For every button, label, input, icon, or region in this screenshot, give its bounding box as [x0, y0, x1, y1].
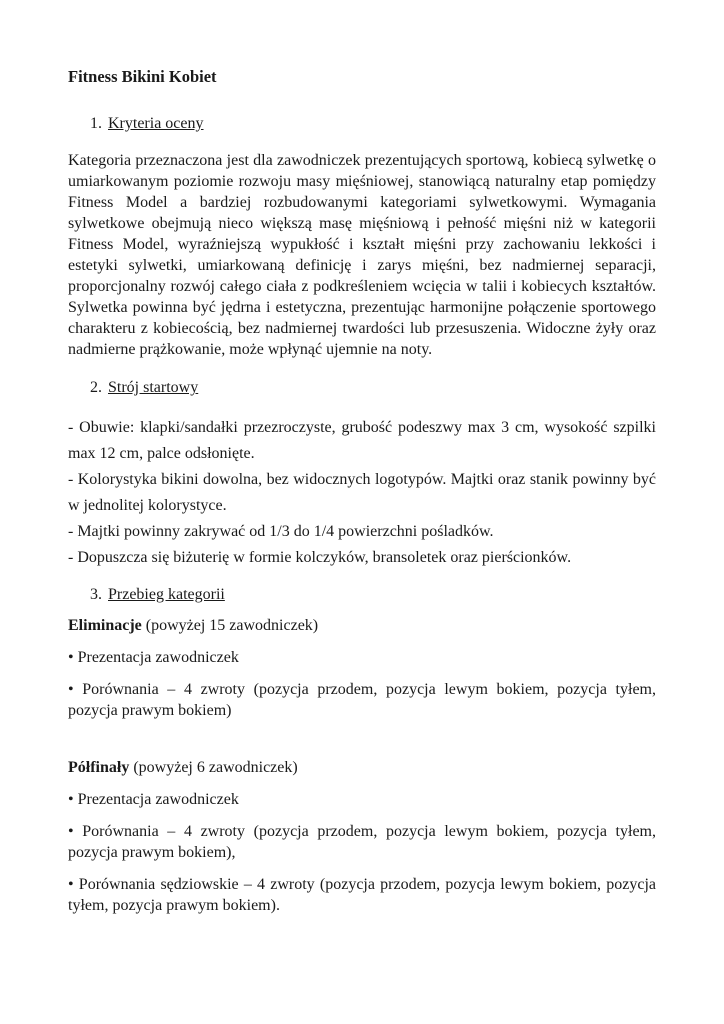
heading-kryteria-oceny: [90, 113, 656, 134]
bullet-item: • Porównania – 4 zwroty (pozycja przodem, pozycja lewym bokiem, pozycja tyłem, pozycja prawym bokiem): [68, 681, 656, 719]
heading-number: 1.: [90, 115, 102, 132]
bullet-item: • Porównania sędziowskie – 4 zwroty (pozycja przodem, pozycja lewym bokiem, pozycja tyłem, pozycja prawym bokiem).: [68, 876, 656, 914]
heading-przebieg-kategorii: [90, 584, 656, 605]
dash-list-item: - Obuwie: klapki/sandałki przezroczyste, grubość podeszwy max 3 cm, wysokość szpilki max 12 cm, palce odsłonięte.: [68, 419, 656, 462]
dash-list-item: - Majtki powinny zakrywać od 1/3 do 1/4 powierzchni pośladków.: [68, 523, 494, 540]
stage-name: Eliminacje: [68, 617, 142, 634]
dash-list-item: - Dopuszcza się biżuterię w formie kolczyków, bransoletek oraz pierścionków.: [68, 549, 572, 566]
stroj-startowy-list: [68, 415, 656, 571]
heading-number: 3.: [90, 586, 102, 603]
dash-list-item: - Kolorystyka bikini dowolna, bez widocznych logotypów. Majtki oraz stanik powinny być w jednolitej kolorystyce.: [68, 471, 656, 514]
stage-condition: (powyżej 6 zawodniczek): [129, 759, 298, 776]
kryteria-oceny-paragraph: Kategoria przeznaczona jest dla zawodniczek prezentujących sportową, kobiecą sylwetkę o umiarkowanym poziomie rozwoju masy mięśniowej, stanowiącą naturalny etap pomiędzy Fitness Model a bardziej rozbudowanymi kategoriami sylwetkowymi. Wymagania sylwetkowe obejmują nieco większą masę mięśniową i pełność mięśni niż w kategorii Fitness Model, wyraźniejszą wypukłość i kształt mięśni przy zachowaniu lekkości i estetyki sylwetki, umiarkowaną definicję i zarys mięśni, bez nadmiernej separacji, proporcjonalny rozwój całego ciała z podkreśleniem wcięcia w talii i kobiecych kształtów. Sylwetka powinna być jędrna i estetyczna, prezentując harmonijne połączenie sportowego charakteru z kobiecością, bez nadmiernej twardości lub przesuszenia. Widoczne żyły oraz nadmierne prążkowanie, może wpłynąć ujemnie na noty.: [68, 152, 656, 358]
heading-stroj-startowy: [90, 377, 656, 398]
stage-header-polfinaly: [68, 757, 656, 778]
heading-label: Strój startowy: [108, 379, 199, 396]
heading-number: 2.: [90, 379, 102, 396]
bullet-item: • Porównania – 4 zwroty (pozycja przodem, pozycja lewym bokiem, pozycja tyłem, pozycja prawym bokiem),: [68, 823, 656, 861]
bullet-item: • Prezentacja zawodniczek: [68, 649, 239, 666]
heading-label: Przebieg kategorii: [108, 586, 225, 603]
stage-header-eliminacje: [68, 615, 656, 636]
bullet-item: • Prezentacja zawodniczek: [68, 791, 239, 808]
stage-name: Półfinały: [68, 759, 130, 776]
heading-label: Kryteria oceny: [108, 115, 204, 132]
stage-condition: (powyżej 15 zawodniczek): [141, 617, 319, 634]
document-title: Fitness Bikini Kobiet: [68, 67, 217, 86]
